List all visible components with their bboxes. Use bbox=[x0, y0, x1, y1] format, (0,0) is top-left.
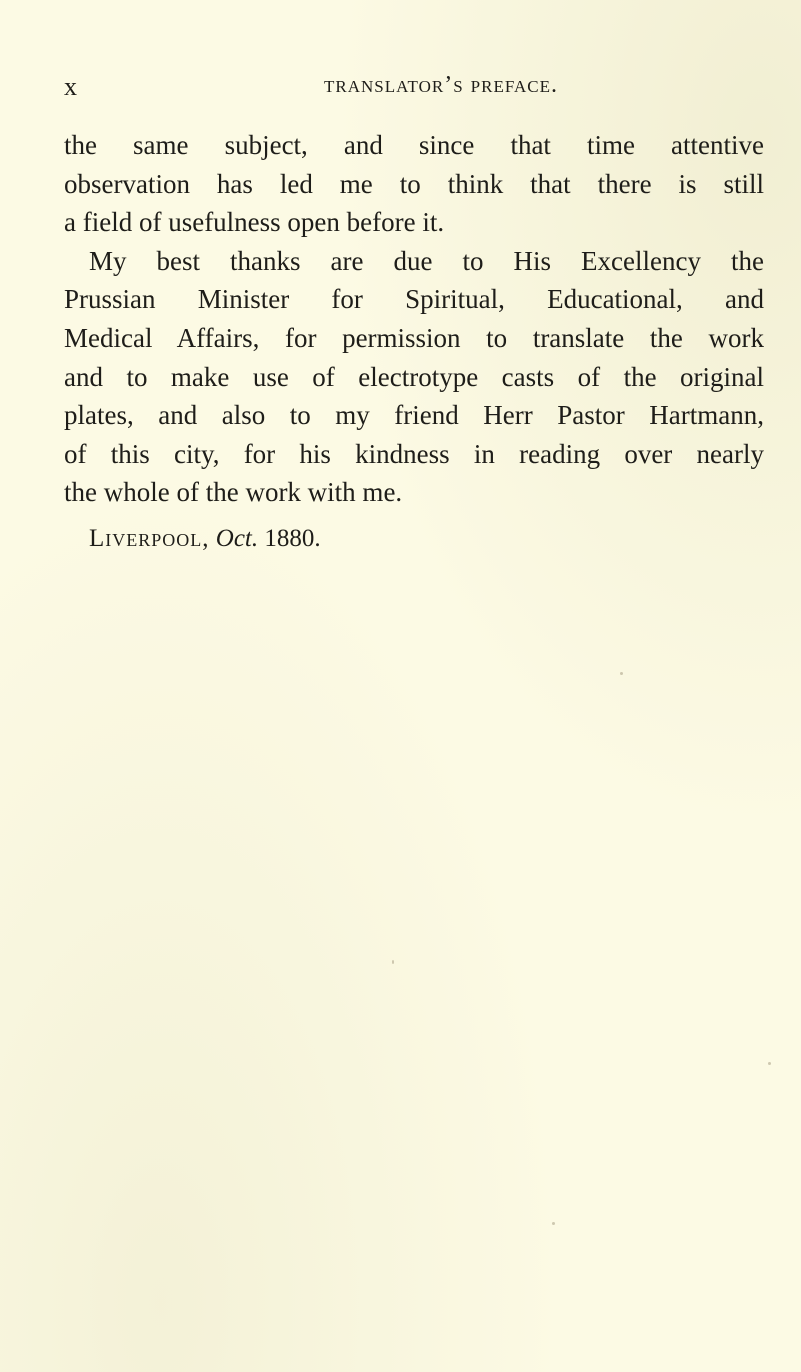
paper-speck bbox=[620, 672, 623, 675]
text-line: of this city, for his kindness in reading over nearly bbox=[64, 438, 764, 469]
text-line: My best thanks are due to His Excellency the bbox=[89, 245, 764, 276]
paper-speck bbox=[552, 1222, 555, 1225]
text-line: Medical Affairs, for permission to translate the work bbox=[64, 322, 764, 353]
signoff-month: Oct. bbox=[215, 524, 259, 552]
paragraph-1 bbox=[64, 126, 764, 242]
text-line: and to make use of electrotype casts of the original bbox=[64, 361, 764, 392]
text-line: observation has led me to think that there is still bbox=[64, 168, 764, 199]
running-head bbox=[64, 72, 754, 108]
paper-speck bbox=[768, 1062, 771, 1065]
body-text bbox=[64, 126, 764, 559]
signoff-year: 1880. bbox=[264, 524, 321, 552]
text-line: the same subject, and since that time attentive bbox=[64, 130, 764, 160]
signoff-place: Liverpool, bbox=[89, 524, 210, 552]
text-line: Prussian Minister for Spiritual, Educational, and bbox=[64, 284, 764, 315]
signoff bbox=[64, 520, 764, 559]
page-number: x bbox=[64, 72, 78, 101]
running-title: translator’s preface. bbox=[324, 72, 559, 98]
text-line: the whole of the work with me. bbox=[64, 477, 403, 508]
text-line: plates, and also to my friend Herr Pastor Hartmann, bbox=[64, 400, 764, 431]
paragraph-2 bbox=[64, 242, 764, 512]
text-line: a field of usefulness open before it. bbox=[64, 207, 445, 238]
paper-speck bbox=[392, 960, 394, 964]
